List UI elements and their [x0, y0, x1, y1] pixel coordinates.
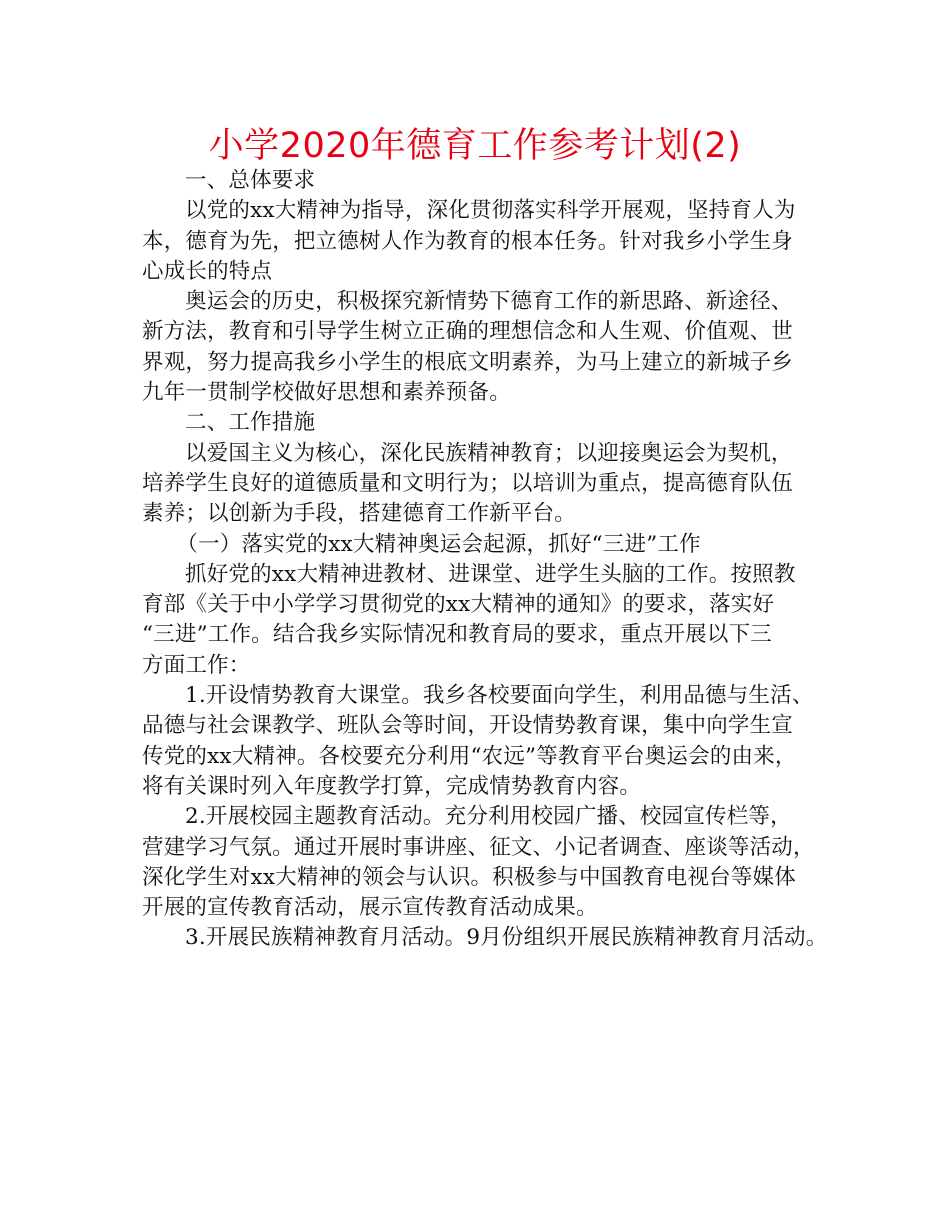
text-line: 奥运会的历史，积极探究新情势下德育工作的新思路、新途径、: [185, 289, 793, 315]
text-line: 培养学生良好的道德质量和文明行为；以培训为重点，提高德育队伍: [142, 470, 794, 496]
text-line: 素养；以创新为手段，搭建德育工作新平台。: [142, 501, 577, 527]
text-line: 将有关课时列入年度教学打算，完成情势教育内容。: [142, 773, 642, 799]
text-line: 开展的宣传教育活动，展示宣传教育活动成果。: [142, 895, 598, 921]
text-line: （一）落实党的xx大精神奥运会起源，抓好“三进”工作: [176, 531, 701, 557]
document-body: [142, 166, 828, 954]
text-line: 以党的xx大精神为指导，深化贯彻落实科学开展观，坚持育人为: [185, 198, 796, 224]
text-line: 二、工作措施: [185, 410, 316, 436]
text-line: 界观，努力提高我乡小学生的根底文明素养，为马上建立的新城子乡: [142, 349, 794, 375]
text-line: 育部《关于中小学学习贯彻党的xx大精神的通知》的要求，落实好: [142, 592, 775, 618]
text-line: 九年一贯制学校做好思想和素养预备。: [142, 380, 511, 406]
text-line: 心成长的特点: [142, 258, 273, 284]
document-title: 小学2020年德育工作参考计划(2): [208, 126, 742, 166]
text-line: 1.开设情势教育大课堂。我乡各校要面向学生，利用品德与生活、: [185, 683, 814, 709]
text-line: 以爱国主义为核心，深化民族精神教育；以迎接奥运会为契机，: [185, 440, 793, 466]
text-line: 营建学习气氛。通过开展时事讲座、征文、小记者调查、座谈等活动，: [142, 834, 815, 860]
text-line: 2.开展校园主题教育活动。充分利用校园广播、校园宣传栏等，: [185, 804, 792, 830]
text-line: 抓好党的xx大精神进教材、进课堂、进学生头脑的工作。按照教: [185, 561, 796, 587]
text-line: 深化学生对xx大精神的领会与认识。积极参与中国教育电视台等媒体: [142, 864, 796, 890]
text-line: 新方法，教育和引导学生树立正确的理想信念和人生观、价值观、世: [142, 319, 794, 345]
text-line: 方面工作：: [142, 652, 251, 678]
text-line: 传党的xx大精神。各校要充分利用“农远”等教育平台奥运会的由来，: [142, 743, 797, 769]
text-line: “三进”工作。结合我乡实际情况和教育局的要求，重点开展以下三: [142, 622, 772, 648]
text-line: 品德与社会课教学、班队会等时间，开设情势教育课，集中向学生宣: [142, 713, 794, 739]
text-line: 本，德育为先，把立德树人作为教育的根本任务。针对我乡小学生身: [142, 228, 794, 254]
text-line: 3.开展民族精神教育月活动。9月份组织开展民族精神教育月活动。: [185, 925, 828, 951]
text-line: 一、总体要求: [185, 168, 316, 193]
